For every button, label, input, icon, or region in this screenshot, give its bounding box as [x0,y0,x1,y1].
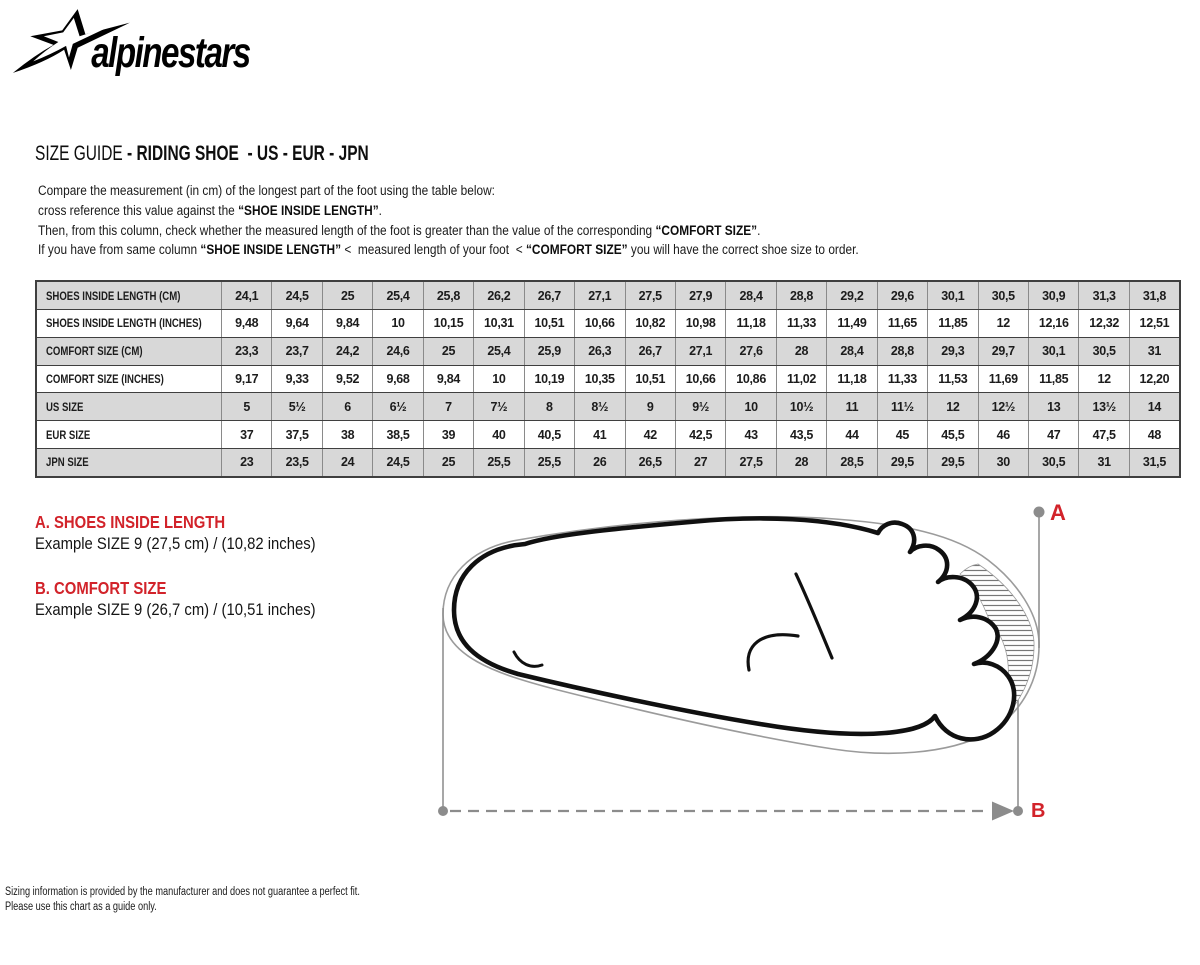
row-label: JPN SIZE [36,448,222,477]
table-cell: 28,8 [776,281,826,310]
table-cell: 31,3 [1079,281,1129,310]
page-title [35,141,369,165]
table-row [36,310,1180,338]
section-a-heading: A. SHOES INSIDE LENGTH [35,512,226,532]
table-cell: 24,6 [373,337,423,365]
table-cell: 27,9 [675,281,725,310]
table-cell: 5 [222,393,272,421]
table-cell: 10 [373,310,423,338]
table-cell: 24,1 [222,281,272,310]
table-cell: 27,5 [726,448,776,477]
section-a-example: Example SIZE 9 (27,5 cm) / (10,82 inches) [35,535,316,553]
table-cell: 11,02 [776,365,826,393]
table-cell: 42 [625,421,675,449]
table-cell: 10,98 [675,310,725,338]
table-cell: 7½ [474,393,524,421]
table-cell: 9,68 [373,365,423,393]
table-cell: 26,2 [474,281,524,310]
table-cell: 11,33 [776,310,826,338]
table-cell: 9,64 [272,310,322,338]
table-cell: 28,4 [726,281,776,310]
instruction-line-1: Compare the measurement (in cm) of the longest part of the foot using the table below: [38,183,495,198]
size-table [35,280,1181,478]
disclaimer-line-1: Sizing information is provided by the manufacturer and does not guarantee a perfect fit. [5,886,360,898]
table-cell: 10,15 [423,310,473,338]
table-cell: 6 [322,393,372,421]
table-cell: 26 [575,448,625,477]
table-cell: 27,5 [625,281,675,310]
row-label: SHOES INSIDE LENGTH (INCHES) [36,310,222,338]
instruction-line-4: If you have from same column “SHOE INSIDE LENGTH” < measured length of your foot < “COMFORT SIZE” you will have the correct shoe size to order. [38,242,859,258]
table-cell: 9,84 [322,310,372,338]
table-cell: 30,9 [1029,281,1079,310]
table-cell: 47 [1029,421,1079,449]
table-cell: 38 [322,421,372,449]
table-cell: 44 [827,421,877,449]
table-cell: 9,17 [222,365,272,393]
table-cell: 30,5 [978,281,1028,310]
table-cell: 11,69 [978,365,1028,393]
table-cell: 40 [474,421,524,449]
table-cell: 40,5 [524,421,574,449]
table-cell: 9,84 [423,365,473,393]
table-cell: 11,85 [928,310,978,338]
table-cell: 31 [1129,337,1180,365]
table-cell: 30,1 [1029,337,1079,365]
b-dot [1013,806,1023,816]
table-cell: 37 [222,421,272,449]
size-table-body [36,281,1180,477]
table-cell: 11,53 [928,365,978,393]
table-cell: 11,18 [827,365,877,393]
row-label: US SIZE [36,393,222,421]
table-cell: 28 [776,448,826,477]
table-cell: 24,5 [272,281,322,310]
table-cell: 28,5 [827,448,877,477]
table-cell: 6½ [373,393,423,421]
table-row [36,281,1180,310]
table-cell: 29,5 [877,448,927,477]
table-cell: 12 [1079,365,1129,393]
table-cell: 41 [575,421,625,449]
table-cell: 12,32 [1079,310,1129,338]
a-dot [1034,507,1045,518]
table-cell: 28,4 [827,337,877,365]
table-cell: 30 [978,448,1028,477]
table-cell: 9,33 [272,365,322,393]
row-label: COMFORT SIZE (CM) [36,337,222,365]
label-a: A [1050,500,1066,525]
table-cell: 10,35 [575,365,625,393]
table-cell: 23 [222,448,272,477]
label-b: B [1031,800,1046,822]
table-cell: 26,3 [575,337,625,365]
table-cell: 10 [474,365,524,393]
table-cell: 12 [978,310,1028,338]
table-cell: 45 [877,421,927,449]
table-cell: 24,2 [322,337,372,365]
table-cell: 11,33 [877,365,927,393]
disclaimer-line-2: Please use this chart as a guide only. [5,901,157,913]
heel-dot [438,806,448,816]
table-cell: 43,5 [776,421,826,449]
table-cell: 11½ [877,393,927,421]
table-cell: 9,48 [222,310,272,338]
table-cell: 43 [726,421,776,449]
table-cell: 25,8 [423,281,473,310]
table-cell: 28 [776,337,826,365]
row-label: COMFORT SIZE (INCHES) [36,365,222,393]
table-cell: 10,51 [524,310,574,338]
table-cell: 25,4 [373,281,423,310]
table-cell: 25 [322,281,372,310]
instruction-line-3: Then, from this column, check whether the measured length of the foot is greater than the value of the corresponding “COMFORT SIZE”. [38,222,761,238]
foot-outline [454,518,1014,739]
table-cell: 12,16 [1029,310,1079,338]
table-cell: 29,2 [827,281,877,310]
table-cell: 25 [423,448,473,477]
table-cell: 45,5 [928,421,978,449]
table-cell: 10 [726,393,776,421]
table-cell: 39 [423,421,473,449]
table-cell: 31,5 [1129,448,1180,477]
foot-measurement-diagram [430,488,1090,838]
table-cell: 12,51 [1129,310,1180,338]
table-cell: 47,5 [1079,421,1129,449]
table-cell: 9 [625,393,675,421]
table-row [36,337,1180,365]
table-cell: 10,66 [575,310,625,338]
table-cell: 11,49 [827,310,877,338]
table-cell: 12½ [978,393,1028,421]
table-cell: 11,18 [726,310,776,338]
table-cell: 29,6 [877,281,927,310]
table-cell: 7 [423,393,473,421]
table-cell: 23,7 [272,337,322,365]
table-row [36,448,1180,477]
section-b-example: Example SIZE 9 (26,7 cm) / (10,51 inches) [35,601,316,619]
table-cell: 9½ [675,393,725,421]
table-cell: 30,5 [1029,448,1079,477]
table-cell: 11 [827,393,877,421]
table-row [36,393,1180,421]
row-label: SHOES INSIDE LENGTH (CM) [36,281,222,310]
table-cell: 12 [928,393,978,421]
title-regular: SIZE GUIDE [35,141,128,165]
table-cell: 26,7 [524,281,574,310]
table-cell: 27 [675,448,725,477]
table-cell: 11,85 [1029,365,1079,393]
table-cell: 29,3 [928,337,978,365]
table-cell: 12,20 [1129,365,1180,393]
table-cell: 27,1 [575,281,625,310]
arrow-head-icon [992,802,1014,821]
title-bold: - RIDING SHOE - US - EUR - JPN [127,141,369,165]
table-cell: 23,5 [272,448,322,477]
table-cell: 26,5 [625,448,675,477]
table-cell: 42,5 [675,421,725,449]
table-cell: 46 [978,421,1028,449]
instruction-line-2: cross reference this value against the “SHOE INSIDE LENGTH”. [38,202,382,218]
table-cell: 23,3 [222,337,272,365]
table-cell: 5½ [272,393,322,421]
table-cell: 31,8 [1129,281,1180,310]
table-cell: 27,1 [675,337,725,365]
table-cell: 14 [1129,393,1180,421]
table-cell: 38,5 [373,421,423,449]
row-label: EUR SIZE [36,421,222,449]
instructions [38,181,971,260]
table-cell: 11,65 [877,310,927,338]
table-cell: 10,19 [524,365,574,393]
table-cell: 9,52 [322,365,372,393]
alpinestars-logo [10,6,300,78]
table-cell: 24,5 [373,448,423,477]
table-cell: 25,9 [524,337,574,365]
table-cell: 10,31 [474,310,524,338]
table-cell: 10,51 [625,365,675,393]
table-cell: 13½ [1079,393,1129,421]
table-cell: 10,82 [625,310,675,338]
table-cell: 27,6 [726,337,776,365]
table-cell: 10,66 [675,365,725,393]
table-cell: 30,1 [928,281,978,310]
table-cell: 8½ [575,393,625,421]
table-cell: 28,8 [877,337,927,365]
table-row [36,365,1180,393]
table-cell: 25,4 [474,337,524,365]
table-cell: 13 [1029,393,1079,421]
section-b-heading: B. COMFORT SIZE [35,578,167,598]
disclaimer [5,885,449,915]
table-cell: 25,5 [524,448,574,477]
table-cell: 10½ [776,393,826,421]
table-cell: 26,7 [625,337,675,365]
table-cell: 31 [1079,448,1129,477]
logo-wordmark: alpinestars [91,29,250,78]
alpinestars-star-icon [10,6,300,78]
table-cell: 8 [524,393,574,421]
table-cell: 25,5 [474,448,524,477]
table-cell: 48 [1129,421,1180,449]
table-cell: 29,7 [978,337,1028,365]
table-cell: 25 [423,337,473,365]
table-cell: 24 [322,448,372,477]
table-row [36,421,1180,449]
table-cell: 29,5 [928,448,978,477]
table-cell: 10,86 [726,365,776,393]
table-cell: 30,5 [1079,337,1129,365]
table-cell: 37,5 [272,421,322,449]
